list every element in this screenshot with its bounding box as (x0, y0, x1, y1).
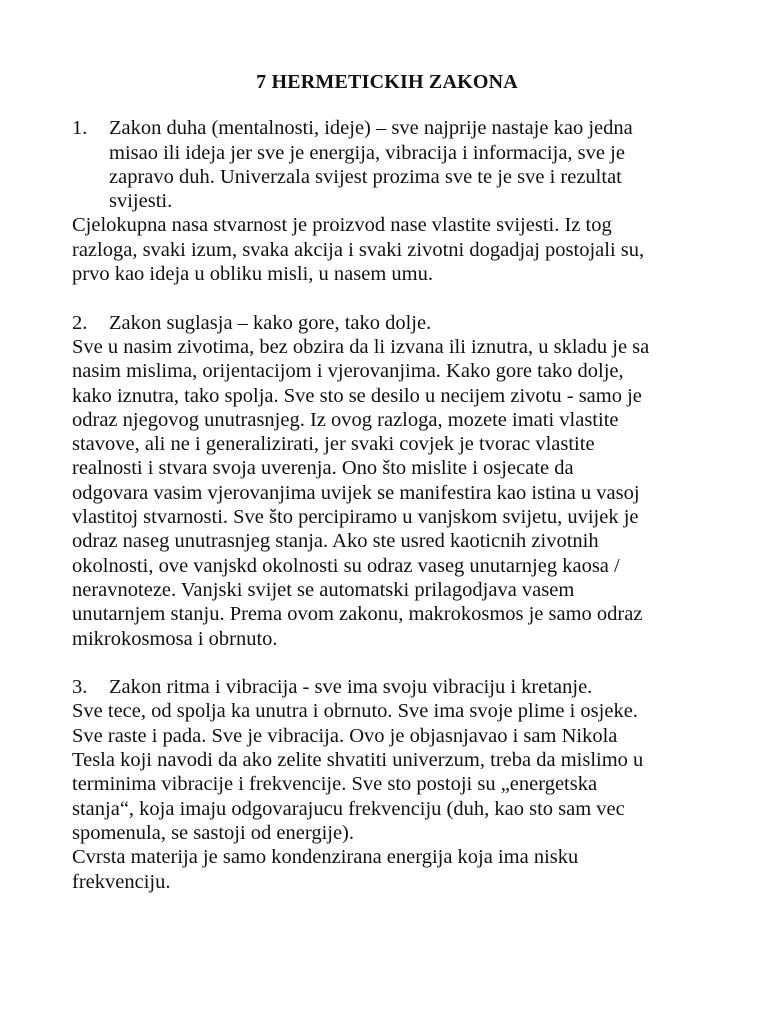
list-item-text: Zakon duha (mentalnosti, ideje) – sve najprije nastaje kao jedna (109, 117, 633, 140)
document-title: 7 HERMETICKIH ZAKONA (256, 71, 518, 93)
list-item-line (72, 116, 702, 140)
document-page (72, 70, 702, 894)
list-item-text: svijesti. (109, 190, 173, 213)
list-item-number: 1. (72, 117, 88, 140)
paragraph-line: unutarnjem stanju. Prema ovom zakonu, makrokosmos je samo odraz (72, 603, 643, 626)
list-item-text: Zakon suglasja – kako gore, tako dolje. (109, 311, 432, 334)
list-item-number: 2. (72, 311, 88, 334)
list-item-number: 3. (72, 676, 88, 699)
blank-line (72, 651, 702, 675)
list-item-line (72, 165, 702, 189)
list-item-line (72, 141, 702, 165)
blank-line (72, 286, 702, 310)
paragraph-line: realnosti i stvara svoja uverenja. Ono što mislite i osjecate da (72, 457, 574, 480)
paragraph-line: razloga, svaki izum, svaka akcija i svaki zivotni dogadjaj postojali su, (72, 238, 645, 261)
paragraph-line: spomenula, se sastoji od energije). (72, 821, 355, 844)
paragraph-line: neravnoteze. Vanjski svijet se automatski prilagodjava vasem (72, 578, 575, 601)
paragraph-line: odgovara vasim vjerovanjima uvijek se manifestira kao istina u vasoj (72, 481, 640, 504)
paragraph-line: Cjelokupna nasa stvarnost je proizvod nase vlastite svijesti. Iz tog (72, 214, 612, 237)
paragraph-line: stavove, ali ne i generalizirati, jer svaki covjek je tvorac vlastite (72, 433, 595, 456)
paragraph-line: okolnosti, ove vanjskd okolnosti su odraz vaseg unutarnjeg kaosa / (72, 554, 620, 577)
list-item-text: zapravo duh. Univerzala svijest prozima sve te je sve i rezultat (109, 165, 622, 188)
paragraph-line: odraz njegovog unutrasnjeg. Iz ovog razloga, mozete imati vlastite (72, 408, 619, 431)
section-1 (72, 116, 702, 286)
list-item-text: misao ili ideja jer sve je energija, vibracija i informacija, sve je (109, 141, 625, 164)
section-3 (72, 675, 702, 894)
paragraph-line: kako iznutra, tako spolja. Sve sto se desilo u necijem zivotu - samo je (72, 384, 642, 407)
paragraph-line: vlastitoj stvarnosti. Sve što percipiramo u vanjskom svijetu, uvijek je (72, 506, 639, 529)
list-item-line (72, 675, 702, 699)
list-item-line (72, 189, 702, 213)
paragraph-line: terminima vibracije i frekvencije. Sve sto postoji su „energetska (72, 773, 598, 796)
section-2 (72, 311, 702, 651)
paragraph-line: Sve tece, od spolja ka unutra i obrnuto. Sve ima svoje plime i osjeke. (72, 700, 638, 723)
paragraph-line: odraz naseg unutrasnjeg stanja. Ako ste usred kaoticnih zivotnih (72, 530, 599, 553)
paragraph-line: prvo kao ideja u obliku misli, u nasem umu. (72, 263, 433, 286)
paragraph-line: Tesla koji navodi da ako zelite shvatiti univerzum, treba da mislimo u (72, 749, 644, 772)
paragraph-line: Sve raste i pada. Sve je vibracija. Ovo je objasnjavao i sam Nikola (72, 724, 618, 747)
paragraph-line: stanja“, koja imaju odgovarajucu frekvenciju (duh, kao sto sam vec (72, 797, 625, 820)
paragraph-line: mikrokosmosa i obrnuto. (72, 627, 278, 650)
list-item-line (72, 311, 702, 335)
paragraph-line: frekvenciju. (72, 870, 171, 893)
list-item-text: Zakon ritma i vibracija - sve ima svoju vibraciju i kretanje. (109, 676, 593, 699)
paragraph-line: Cvrsta materija je samo kondenzirana energija koja ima nisku (72, 846, 579, 869)
paragraph-line: Sve u nasim zivotima, bez obzira da li izvana ili iznutra, u skladu je sa (72, 335, 650, 358)
paragraph-line: nasim mislima, orijentacijom i vjerovanjima. Kako gore tako dolje, (72, 360, 624, 383)
